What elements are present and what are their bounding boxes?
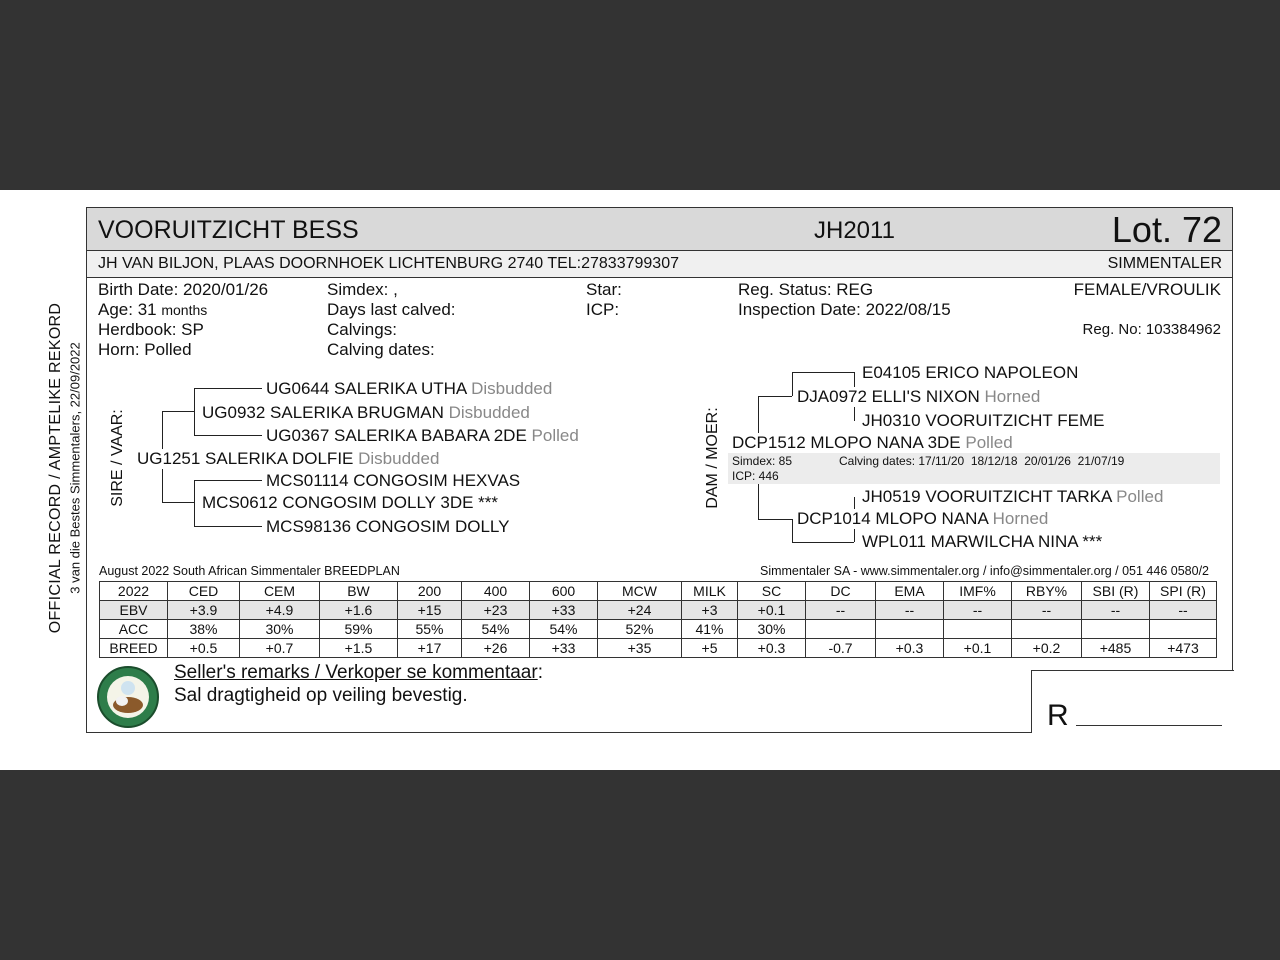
sire-dam: MCS0612 CONGOSIM DOLLY 3DE *** (202, 493, 499, 512)
table-cell (944, 620, 1012, 639)
column-header: RBY% (1012, 582, 1082, 601)
table-cell (1150, 620, 1217, 639)
sire-sire-dam: UG0367 SALERIKA BABARA 2DE Polled (266, 426, 579, 445)
table-cell: +0.3 (876, 639, 944, 658)
table-cell: +15 (398, 601, 462, 620)
dam-icp: ICP: 446 (732, 469, 779, 483)
pedigree-line (792, 542, 854, 543)
table-cell: 30% (240, 620, 320, 639)
table-cell: -- (876, 601, 944, 620)
table-cell: +473 (1150, 639, 1217, 658)
breedplan-table (99, 581, 1217, 658)
dam-label: DAM / MOER: (704, 407, 721, 509)
table-header-row (100, 582, 1217, 601)
table-cell (1012, 620, 1082, 639)
pedigree-line (194, 388, 195, 435)
pedigree-line (194, 435, 262, 436)
table-cell (876, 620, 944, 639)
column-header: 600 (530, 582, 598, 601)
sire-dam-sire: MCS01114 CONGOSIM HEXVAS (266, 471, 521, 490)
table-cell: 55% (398, 620, 462, 639)
table-cell: +35 (598, 639, 682, 658)
calvings: Calvings: (327, 320, 397, 339)
table-cell: +0.5 (168, 639, 240, 658)
animal-id: JH2011 (814, 217, 895, 244)
dam-dam-sire: JH0519 VOORUITZICHT TARKA Polled (862, 487, 1164, 506)
age-value: Age: 31 (98, 300, 157, 319)
pedigree-line (758, 483, 759, 519)
table-cell: -- (1012, 601, 1082, 620)
calving-dates: Calving dates: (327, 340, 435, 359)
table-cell: +17 (398, 639, 462, 658)
table-cell: 54% (530, 620, 598, 639)
inspection-date: Inspection Date: 2022/08/15 (738, 300, 951, 319)
table-cell: 38% (168, 620, 240, 639)
column-header: SBI (R) (1082, 582, 1150, 601)
table-cell: -- (1150, 601, 1217, 620)
owner-row (87, 251, 1232, 278)
pedigree-line (792, 372, 854, 373)
society-contact: Simmentaler SA - www.simmentaler.org / info@simmentaler.org / 051 446 0580/2 (759, 564, 1209, 578)
icp: ICP: (586, 300, 620, 319)
pedigree-line (792, 519, 793, 542)
table-cell: +4.9 (240, 601, 320, 620)
lot-number: Lot. 72 (1111, 209, 1222, 250)
dam-calving-dates: Calving dates: 17/11/20 18/12/18 20/01/26 21/07/19 (839, 454, 1125, 468)
table-row (100, 601, 1217, 620)
dam-dam-dam: WPL011 MARWILCHA NINA *** (862, 532, 1103, 551)
remarks-text: Sal dragtigheid op veiling bevestig. (174, 685, 468, 706)
table-cell: +0.1 (944, 639, 1012, 658)
pedigree-line (162, 502, 194, 503)
table-row (100, 620, 1217, 639)
sex: FEMALE/VROULIK (1073, 280, 1221, 299)
pedigree-line (162, 411, 194, 412)
table-cell: 30% (738, 620, 806, 639)
dam: DCP1512 MLOPO NANA 3DE Polled (732, 433, 1013, 452)
dam-simdex: Simdex: 85 (732, 454, 793, 468)
table-cell: -- (944, 601, 1012, 620)
sire-sire-sire: UG0644 SALERIKA UTHA Disbudded (266, 379, 553, 398)
animal-name: VOORUITZICHT BESS (98, 216, 359, 244)
breedplan-caption: August 2022 South African Simmentaler BREEDPLAN (99, 564, 400, 578)
table-cell: 54% (462, 620, 530, 639)
horn-status: Horn: Polled (98, 340, 192, 359)
remarks-heading: Seller's remarks / Verkoper se kommentaar: (174, 662, 543, 683)
table-cell: +5 (682, 639, 738, 658)
days-last-calved: Days last calved: (327, 300, 456, 319)
column-header: 400 (462, 582, 530, 601)
column-header: SC (738, 582, 806, 601)
table-cell: +26 (462, 639, 530, 658)
table-cell: +33 (530, 639, 598, 658)
table-cell: +0.7 (240, 639, 320, 658)
sire: UG1251 SALERIKA DOLFIE Disbudded (137, 449, 440, 468)
society-logo-icon (97, 665, 159, 729)
table-cell: 41% (682, 620, 738, 639)
table-cell: +0.1 (738, 601, 806, 620)
dam-sire-dam: JH0310 VOORUITZICHT FEME (862, 411, 1105, 430)
column-header: MCW (598, 582, 682, 601)
table-cell: -- (1082, 601, 1150, 620)
table-cell: +1.6 (320, 601, 398, 620)
breed-name: SIMMENTALER (1107, 255, 1222, 272)
pedigree-line (792, 372, 793, 396)
table-cell (806, 620, 876, 639)
pedigree-line (194, 388, 262, 389)
table-cell: EBV (100, 601, 168, 620)
sire-dam-dam: MCS98136 CONGOSIM DOLLY (266, 517, 510, 536)
pedigree-line (194, 480, 195, 526)
column-header: CED (168, 582, 240, 601)
sale-info-label: 3 van die Bestes Simmentalers, 22/09/2022 (67, 342, 83, 594)
price-input-line[interactable] (1076, 725, 1222, 726)
column-header: SPI (R) (1150, 582, 1217, 601)
age-unit: months (161, 302, 208, 318)
pedigree-line (758, 519, 792, 520)
column-header: CEM (240, 582, 320, 601)
pedigree-line (758, 396, 792, 397)
table-cell: 52% (598, 620, 682, 639)
table-cell: +33 (530, 601, 598, 620)
table-cell: BREED (100, 639, 168, 658)
table-cell: +0.3 (738, 639, 806, 658)
dam-sire-sire: E04105 ERICO NAPOLEON (862, 363, 1079, 382)
pedigree-line (194, 480, 262, 481)
table-cell: +24 (598, 601, 682, 620)
table-cell: +1.5 (320, 639, 398, 658)
column-header: 200 (398, 582, 462, 601)
table-cell: +23 (462, 601, 530, 620)
column-header: IMF% (944, 582, 1012, 601)
reg-number: Reg. No: 103384962 (1082, 321, 1221, 338)
table-cell: -0.7 (806, 639, 876, 658)
dam-dam: DCP1014 MLOPO NANA Horned (797, 509, 1049, 528)
table-cell: +3 (682, 601, 738, 620)
official-record-label: OFFICIAL RECORD / AMPTELIKE REKORD (47, 302, 64, 634)
table-cell: -- (806, 601, 876, 620)
dam-sire: DJA0972 ELLI'S NIXON Horned (797, 387, 1041, 406)
herdbook: Herdbook: SP (98, 320, 204, 339)
table-cell: 59% (320, 620, 398, 639)
pedigree-line (194, 526, 262, 527)
column-header: MILK (682, 582, 738, 601)
pedigree-line (758, 396, 759, 434)
dam-info-box (728, 453, 1220, 484)
owner-address: JH VAN BILJON, PLAAS DOORNHOEK LICHTENBURG 2740 TEL:27833799307 (98, 255, 679, 272)
sire-sire: UG0932 SALERIKA BRUGMAN Disbudded (202, 403, 530, 422)
lot-header (87, 208, 1232, 251)
table-cell: +485 (1082, 639, 1150, 658)
table-cell: +3.9 (168, 601, 240, 620)
column-header: EMA (876, 582, 944, 601)
star: Star: (586, 280, 622, 299)
column-header: DC (806, 582, 876, 601)
price-label: R (1047, 699, 1069, 732)
table-cell: ACC (100, 620, 168, 639)
table-cell: +0.2 (1012, 639, 1082, 658)
reg-status: Reg. Status: REG (738, 280, 874, 299)
sire-label: SIRE / VAAR: (109, 409, 126, 507)
age (98, 300, 207, 320)
table-cell (1082, 620, 1150, 639)
table-row (100, 639, 1217, 658)
column-header: 2022 (100, 582, 168, 601)
birth-date: Birth Date: 2020/01/26 (98, 280, 269, 299)
simdex: Simdex: , (327, 280, 398, 299)
column-header: BW (320, 582, 398, 601)
